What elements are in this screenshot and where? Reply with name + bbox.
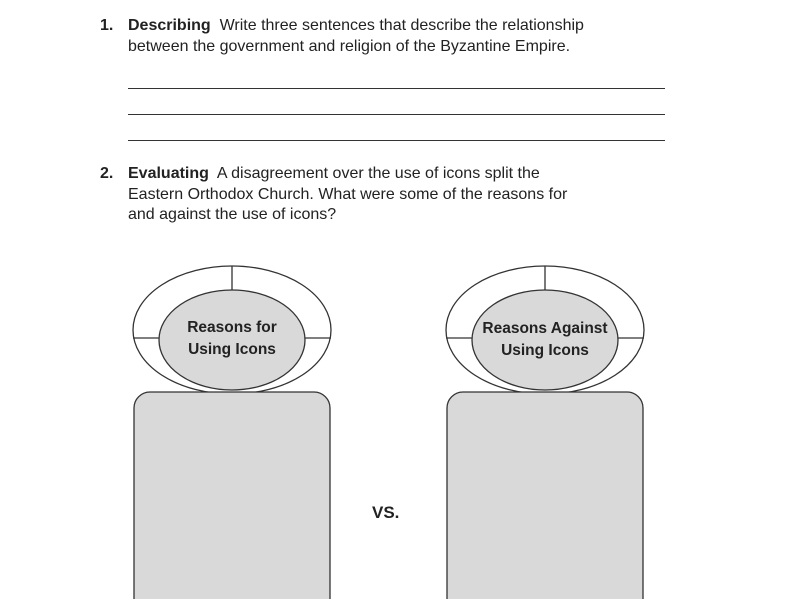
question-2-term: Evaluating bbox=[128, 165, 209, 182]
question-1-line-1-text: Write three sentences that describe the relationship bbox=[219, 17, 584, 34]
left-organizer bbox=[133, 266, 331, 599]
right-oval-label-line-1: Reasons Against bbox=[482, 320, 608, 337]
question-2-line-3: and against the use of icons? bbox=[128, 206, 337, 223]
left-oval-label-line-1: Reasons for bbox=[187, 319, 277, 336]
right-oval-label-line-2: Using Icons bbox=[501, 341, 589, 359]
left-answer-box[interactable] bbox=[134, 392, 330, 599]
question-2-line-2: Eastern Orthodox Church. What were some of the reasons for bbox=[128, 185, 568, 203]
question-1-number: 1. bbox=[100, 17, 114, 34]
left-oval-label bbox=[157, 317, 307, 360]
question-1-term: Describing bbox=[128, 17, 211, 34]
vs-label: VS. bbox=[372, 503, 400, 522]
left-oval-label-line-2: Using Icons bbox=[188, 340, 276, 358]
right-oval-label bbox=[470, 318, 620, 361]
question-1-line-2: between the government and religion of the Byzantine Empire. bbox=[128, 37, 571, 55]
right-answer-box[interactable] bbox=[447, 392, 643, 599]
question-2-number: 2. bbox=[100, 165, 114, 182]
right-organizer bbox=[446, 266, 644, 599]
question-2-line-1-text: A disagreement over the use of icons split the bbox=[216, 165, 540, 182]
